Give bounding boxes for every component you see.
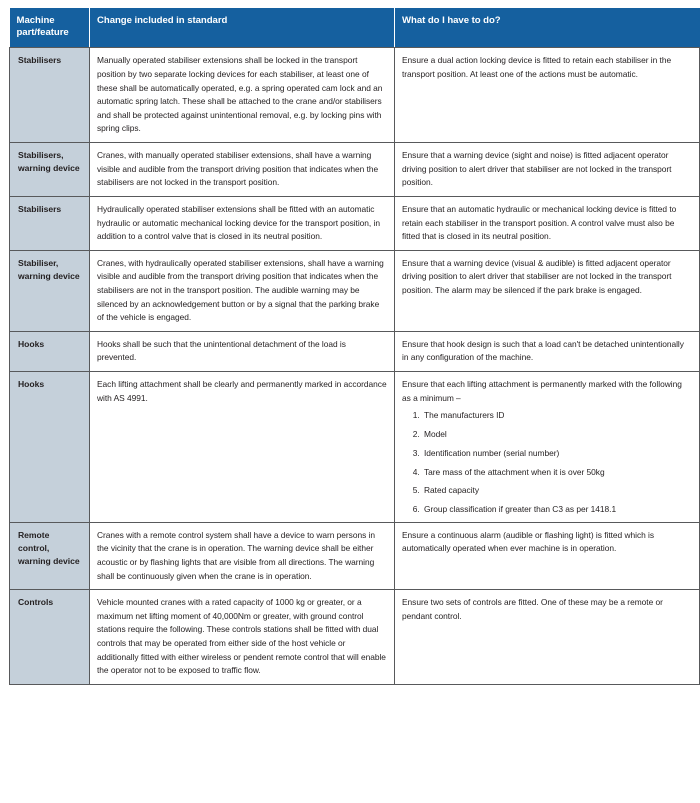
table-row <box>10 522 700 589</box>
table-header <box>10 8 700 48</box>
cell-what-to-do: Ensure that hook design is such that a load can't be detached unintentionally in any configuration of the machine. <box>395 331 700 371</box>
page-sheet <box>0 8 700 803</box>
table-row <box>10 48 700 143</box>
table-row <box>10 143 700 197</box>
cell-machine-part: Stabiliser, warning device <box>10 250 90 331</box>
cell-change: Vehicle mounted cranes with a rated capacity of 1000 kg or greater, or a maximum net lifting moment of 40,000Nm or greater, with ground control stations require the following. These controls stations shall be fitted with dual controls that may be operated from either side of the host vehicle or additionally fitted with either wireless or pendent remote control that will enable the operator not to be exposed to traffic flow. <box>90 590 395 685</box>
table-row <box>10 590 700 685</box>
cell-what-to-do <box>395 371 700 522</box>
compliance-table <box>9 8 700 685</box>
cell-what-to-do: Ensure two sets of controls are fitted. One of these may be a remote or pendant control. <box>395 590 700 685</box>
cell-machine-part: Hooks <box>10 371 90 522</box>
cell-change: Cranes with a remote control system shall have a device to warn persons in the vicinity that the crane is in operation. The warning device shall be either acoustic or by flashing lights that are visible from all directions. The warning shall be continuously given when the crane is in operation. <box>90 522 395 589</box>
cell-what-to-do: Ensure that a warning device (visual & audible) is fitted adjacent operator driving position to alert driver that stabiliser are not locked in the transport position. The alarm may be silenced if the park brake is engaged. <box>395 250 700 331</box>
cell-machine-part: Controls <box>10 590 90 685</box>
list-item: 1. The manufacturers ID <box>422 410 692 422</box>
list-item: 5. Rated capacity <box>422 485 692 497</box>
cell-machine-part: Stabilisers, warning device <box>10 143 90 197</box>
marking-intro-text: Ensure that each lifting attachment is permanently marked with the following as a minimum – <box>402 378 682 403</box>
cell-what-to-do: Ensure that an automatic hydraulic or mechanical locking device is fitted to retain each stabiliser in the transport position. A control valve must also be fitted that is closed in its neutral position. <box>395 196 700 250</box>
cell-what-to-do: Ensure a continuous alarm (audible or flashing light) is fitted which is automatically operated when ever machine is in operation. <box>395 522 700 589</box>
cell-machine-part: Stabilisers <box>10 48 90 143</box>
cell-change: Cranes, with hydraulically operated stabiliser extensions, shall have a warning visible and audible from the transport driving position that indicates when the stabilisers are not in the transport position. The audible warning may be silenced by an acknowledgement button or by a signal that the parking brake of the vehicle is engaged. <box>90 250 395 331</box>
list-item: 2. Model <box>422 429 692 441</box>
table-row <box>10 331 700 371</box>
cell-change: Manually operated stabiliser extensions shall be locked in the transport position by two separate locking devices for each stabiliser, at least one of these shall be automatically operated, e.g. a spring operated cam lock and an automatic spring latch. These shall be attached to the crane and/or stabilisers and shall be protected against unintentional removal, e.g. by locking pins with spring clips. <box>90 48 395 143</box>
cell-change: Each lifting attachment shall be clearly and permanently marked in accordance with AS 4991. <box>90 371 395 522</box>
list-item: 6. Group classification if greater than C3 as per 1418.1 <box>422 504 692 516</box>
cell-machine-part: Stabilisers <box>10 196 90 250</box>
list-item: 3. Identification number (serial number) <box>422 448 692 460</box>
column-header-machine-part: Machine part/feature <box>10 8 90 48</box>
table-row <box>10 250 700 331</box>
cell-what-to-do: Ensure a dual action locking device is fitted to retain each stabiliser in the transport position. At least one of the actions must be automatic. <box>395 48 700 143</box>
cell-what-to-do: Ensure that a warning device (sight and noise) is fitted adjacent operator driving position to alert driver that stabiliser are not locked in the transport position. <box>395 143 700 197</box>
cell-machine-part: Hooks <box>10 331 90 371</box>
list-item: 4. Tare mass of the attachment when it is over 50kg <box>422 467 692 479</box>
cell-change: Hydraulically operated stabiliser extensions shall be fitted with an automatic hydraulic or automatic mechanical locking device for the transport position, in addition to a control valve that is closed in its neutral position. <box>90 196 395 250</box>
column-header-change-in-standard: Change included in standard <box>90 8 395 48</box>
table-header-row <box>10 8 700 48</box>
cell-change: Hooks shall be such that the unintentional detachment of the load is prevented. <box>90 331 395 371</box>
cell-machine-part: Remote control, warning device <box>10 522 90 589</box>
cell-change: Cranes, with manually operated stabiliser extensions, shall have a warning visible and audible from the transport driving position that indicates when the stabilisers are not locked in the transport position. <box>90 143 395 197</box>
table-body <box>10 48 700 684</box>
marking-requirements-list <box>402 410 692 516</box>
table-row <box>10 371 700 522</box>
table-row <box>10 196 700 250</box>
column-header-what-to-do: What do I have to do? <box>395 8 700 48</box>
